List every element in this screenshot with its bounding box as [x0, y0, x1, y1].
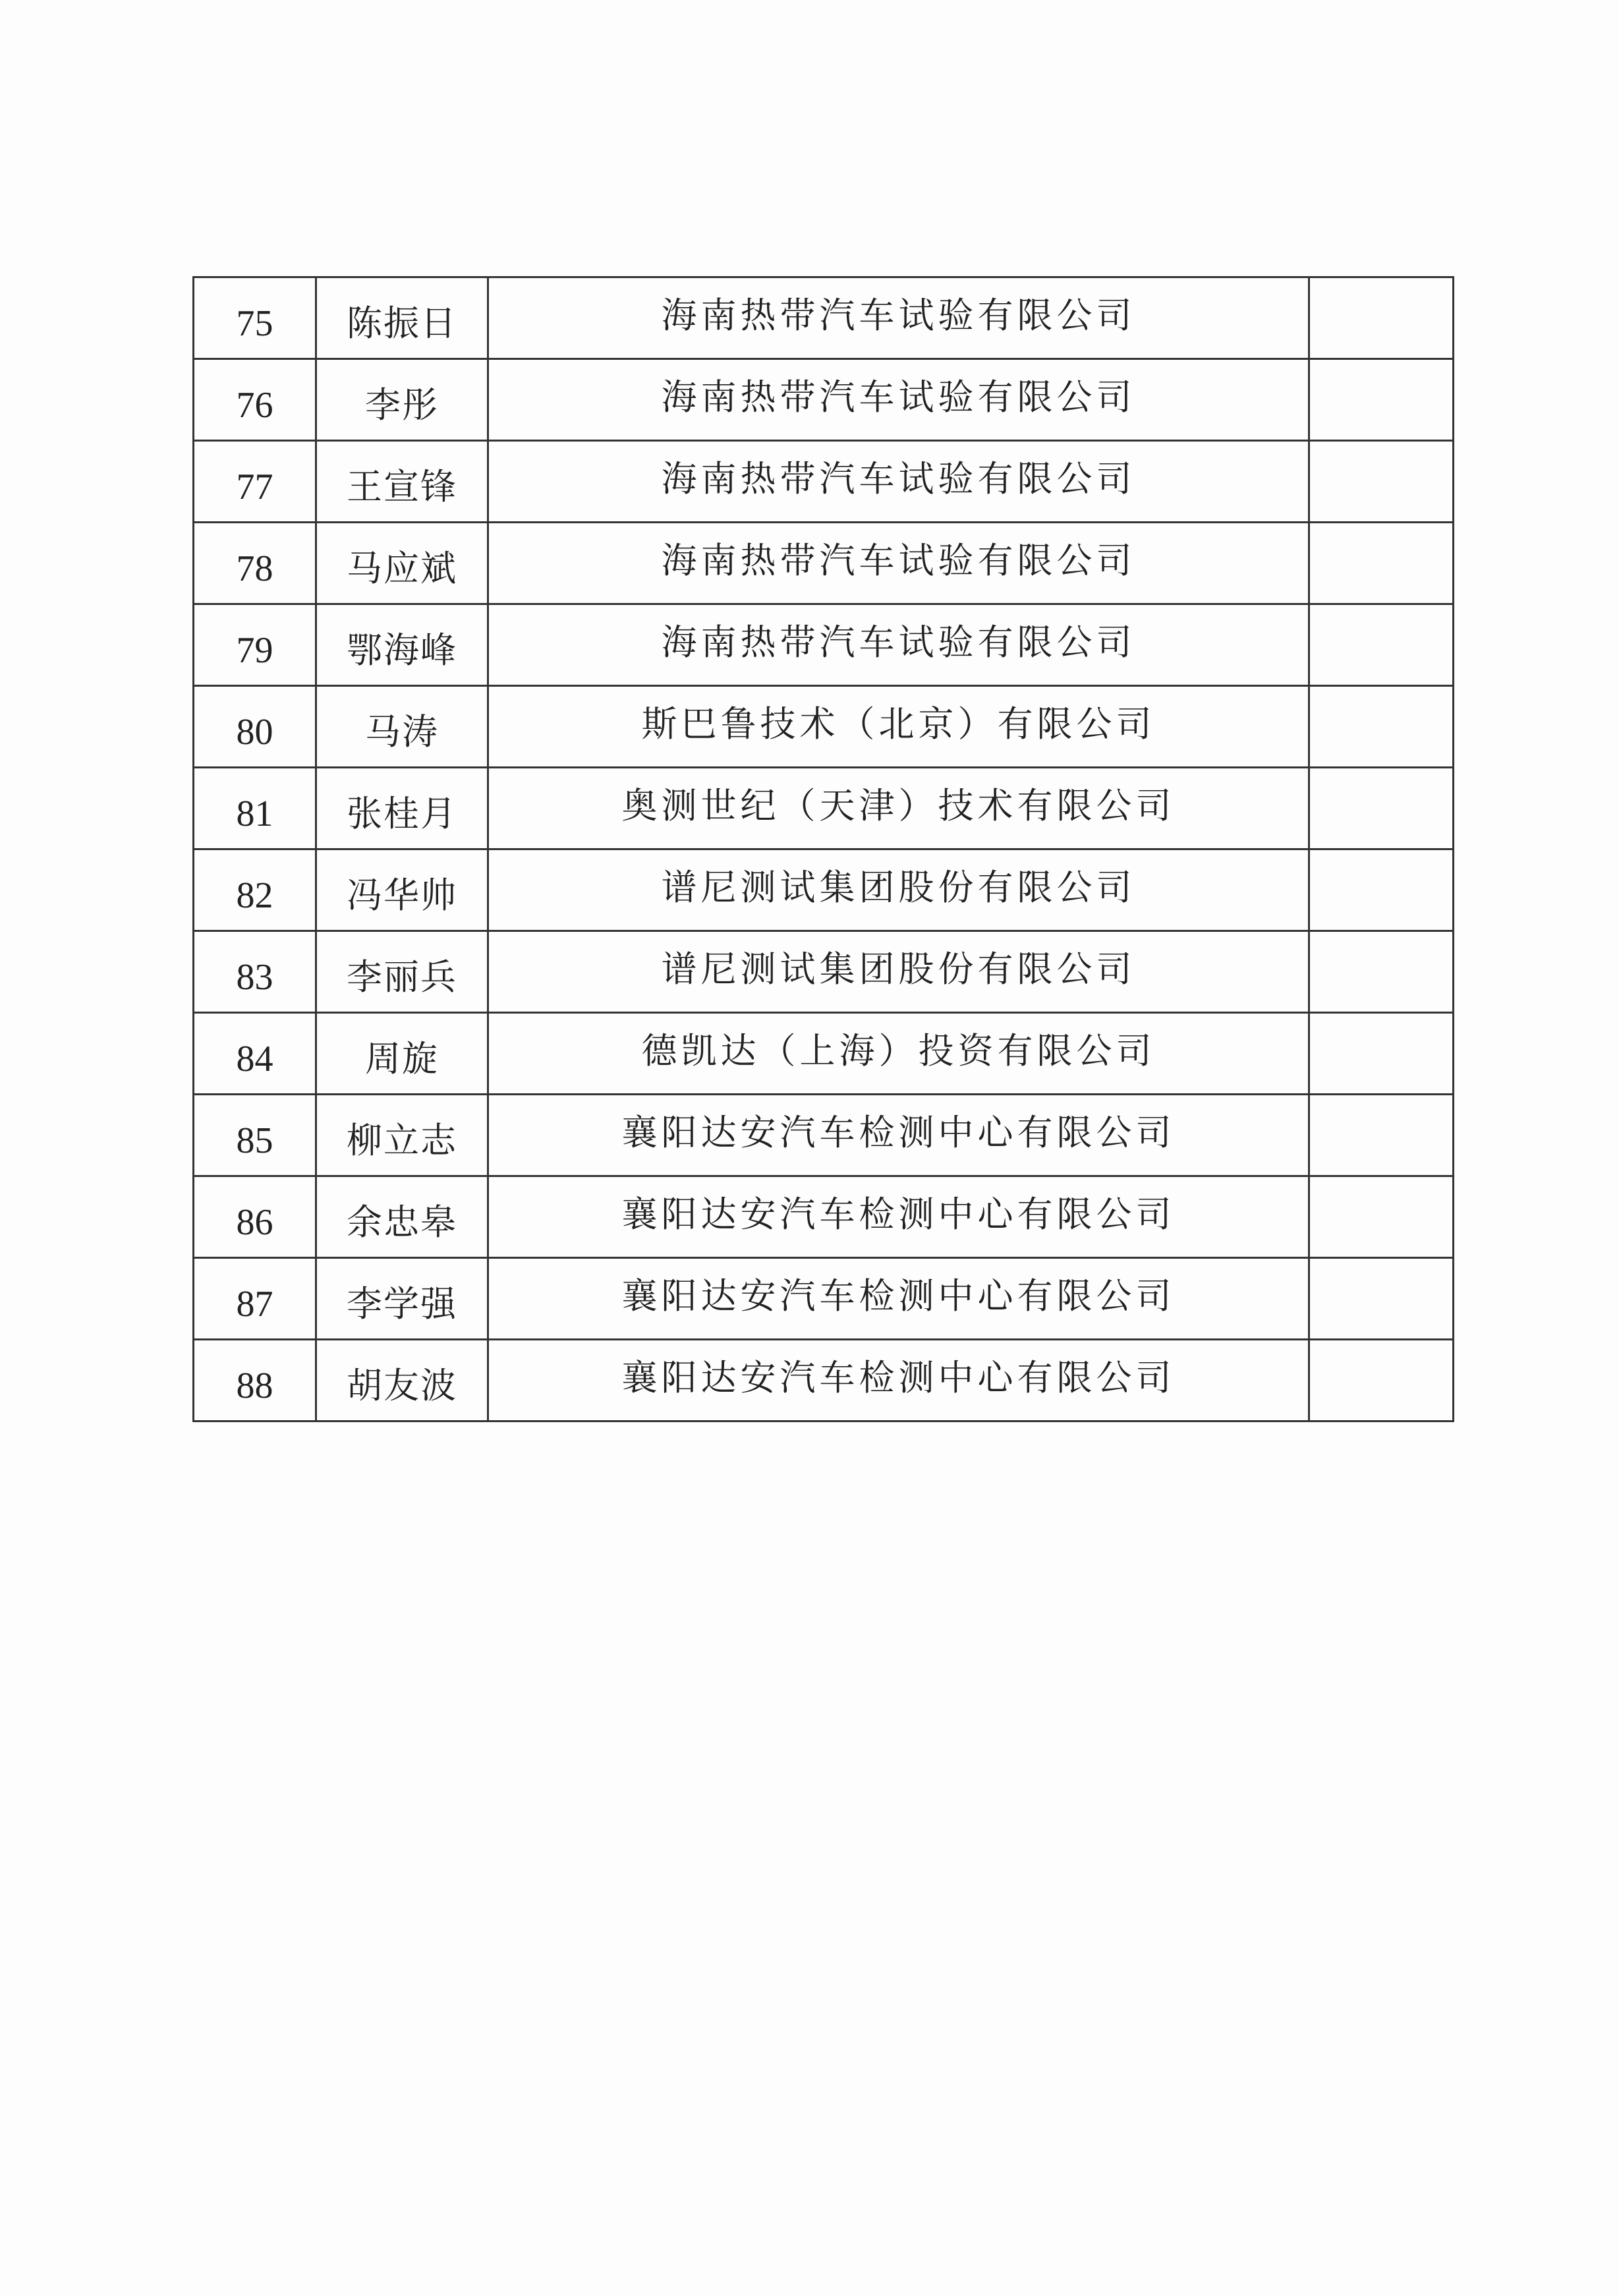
company-name: 德凯达（上海）投资有限公司 [641, 1029, 1156, 1072]
note-cell [1309, 1095, 1454, 1176]
row-number-cell [194, 277, 316, 359]
note-cell [1309, 1176, 1454, 1258]
personnel-table-body [194, 277, 1454, 1421]
company-cell [488, 441, 1309, 523]
note-cell [1309, 441, 1454, 523]
table-row [194, 359, 1454, 441]
row-number-cell [194, 768, 316, 849]
note-cell [1309, 1013, 1454, 1095]
person-name: 马应斌 [347, 547, 457, 589]
person-name-cell [316, 931, 488, 1013]
company-cell [488, 1258, 1309, 1340]
company-cell [488, 359, 1309, 441]
person-name-cell [316, 1095, 488, 1176]
table-row [194, 931, 1454, 1013]
row-number: 76 [236, 384, 273, 426]
note-cell [1309, 523, 1454, 604]
row-number-cell [194, 1176, 316, 1258]
person-name: 余忠皋 [347, 1201, 457, 1243]
person-name-cell [316, 441, 488, 523]
company-cell [488, 1340, 1309, 1421]
company-name: 海南热带汽车试验有限公司 [661, 457, 1136, 500]
table-row [194, 849, 1454, 931]
company-name: 海南热带汽车试验有限公司 [661, 294, 1136, 336]
row-number: 82 [236, 875, 273, 916]
person-name: 陈振日 [347, 302, 457, 344]
table-row [194, 768, 1454, 849]
company-name: 奥测世纪（天津）技术有限公司 [621, 784, 1176, 826]
person-name: 李彤 [365, 384, 439, 426]
row-number-cell [194, 686, 316, 768]
row-number: 79 [236, 629, 273, 671]
row-number: 84 [236, 1038, 273, 1079]
note-cell [1309, 359, 1454, 441]
table-row [194, 1176, 1454, 1258]
company-name: 襄阳达安汽车检测中心有限公司 [621, 1111, 1176, 1153]
company-cell [488, 931, 1309, 1013]
row-number: 78 [236, 548, 273, 589]
person-name: 李丽兵 [347, 956, 457, 998]
person-name-cell [316, 1176, 488, 1258]
row-number: 77 [236, 466, 273, 507]
row-number-cell [194, 1013, 316, 1095]
company-cell [488, 1013, 1309, 1095]
table-row [194, 1340, 1454, 1421]
person-name-cell [316, 604, 488, 686]
company-cell [488, 1095, 1309, 1176]
row-number: 86 [236, 1201, 273, 1243]
note-cell [1309, 1258, 1454, 1340]
company-cell [488, 523, 1309, 604]
person-name: 柳立志 [347, 1119, 457, 1161]
person-name-cell [316, 277, 488, 359]
row-number-cell [194, 849, 316, 931]
table-row [194, 604, 1454, 686]
company-cell [488, 1176, 1309, 1258]
person-name: 冯华帅 [347, 874, 457, 916]
table-row [194, 686, 1454, 768]
company-cell [488, 686, 1309, 768]
company-name: 谱尼测试集团股份有限公司 [661, 866, 1136, 908]
company-name: 襄阳达安汽车检测中心有限公司 [621, 1275, 1176, 1317]
row-number-cell [194, 1258, 316, 1340]
row-number-cell [194, 931, 316, 1013]
company-name: 海南热带汽车试验有限公司 [661, 376, 1136, 418]
company-cell [488, 277, 1309, 359]
company-cell [488, 604, 1309, 686]
row-number: 88 [236, 1365, 273, 1406]
person-name-cell [316, 686, 488, 768]
table-row [194, 441, 1454, 523]
person-name: 李学强 [347, 1282, 457, 1325]
row-number: 80 [236, 711, 273, 753]
person-name-cell [316, 1340, 488, 1421]
person-name-cell [316, 849, 488, 931]
person-name-cell [316, 523, 488, 604]
table-row [194, 277, 1454, 359]
row-number: 81 [236, 793, 273, 834]
note-cell [1309, 277, 1454, 359]
company-name: 谱尼测试集团股份有限公司 [661, 948, 1136, 990]
table-row [194, 1013, 1454, 1095]
person-name: 王宣锋 [347, 465, 457, 507]
table-row [194, 1095, 1454, 1176]
note-cell [1309, 604, 1454, 686]
person-name: 鄂海峰 [347, 629, 457, 671]
note-cell [1309, 849, 1454, 931]
person-name: 马涛 [365, 710, 439, 753]
note-cell [1309, 931, 1454, 1013]
row-number-cell [194, 1340, 316, 1421]
row-number: 87 [236, 1283, 273, 1325]
person-name-cell [316, 768, 488, 849]
note-cell [1309, 1340, 1454, 1421]
personnel-table [192, 276, 1454, 1422]
person-name: 张桂月 [347, 792, 457, 834]
person-name: 胡友波 [347, 1364, 457, 1406]
table-row [194, 523, 1454, 604]
row-number-cell [194, 523, 316, 604]
company-name: 襄阳达安汽车检测中心有限公司 [621, 1356, 1176, 1398]
note-cell [1309, 686, 1454, 768]
person-name: 周旋 [365, 1037, 439, 1079]
company-cell [488, 849, 1309, 931]
company-name: 斯巴鲁技术（北京）有限公司 [641, 703, 1156, 745]
person-name-cell [316, 359, 488, 441]
person-name-cell [316, 1013, 488, 1095]
company-name: 襄阳达安汽车检测中心有限公司 [621, 1193, 1176, 1235]
note-cell [1309, 768, 1454, 849]
row-number-cell [194, 441, 316, 523]
table-row [194, 1258, 1454, 1340]
row-number: 83 [236, 956, 273, 998]
row-number-cell [194, 359, 316, 441]
row-number: 75 [236, 302, 273, 344]
row-number: 85 [236, 1120, 273, 1161]
person-name-cell [316, 1258, 488, 1340]
company-name: 海南热带汽车试验有限公司 [661, 539, 1136, 581]
company-cell [488, 768, 1309, 849]
row-number-cell [194, 1095, 316, 1176]
company-name: 海南热带汽车试验有限公司 [661, 621, 1136, 663]
row-number-cell [194, 604, 316, 686]
